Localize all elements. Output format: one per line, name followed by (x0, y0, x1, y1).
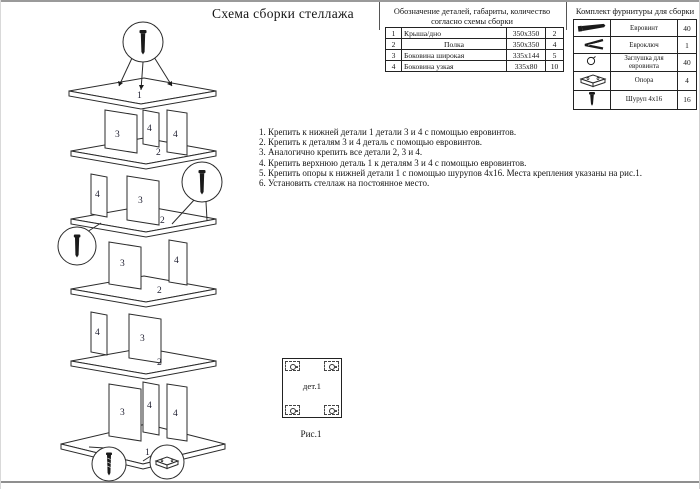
instruction-step: 1. Крепить к нижней детали 1 детали 3 и 4 с помощью евровинтов. (259, 127, 517, 137)
screw-dot-icon (296, 366, 298, 368)
corner-mount-pad (285, 361, 300, 371)
instruction-step: 4. Крепить верхнюю деталь 1 к деталям 3 и 4 с помощью евровинтов. (259, 157, 527, 168)
part-label: 4 (174, 256, 179, 266)
screw-dot-icon (335, 410, 337, 412)
part-label: 4 (147, 124, 152, 134)
hardware-table-block (571, 7, 699, 110)
parts-table (385, 27, 564, 72)
hex-key-icon (574, 37, 611, 54)
part-label: 3 (115, 130, 120, 140)
hardware-qty: 1 (678, 37, 697, 54)
instruction-step: 3. Аналогично крепить все детали 2, 3 и 4. (259, 147, 423, 158)
screw-dot-icon (335, 366, 337, 368)
table-row (574, 54, 697, 71)
part-qty: 4 (546, 39, 564, 50)
wood-screw-icon (106, 453, 112, 456)
figure1-panel-plan (282, 358, 342, 418)
hardware-qty: 40 (678, 54, 697, 71)
wood-screw-icon (574, 90, 611, 109)
confirmat-screw-icon (74, 235, 81, 238)
hardware-name: Шуруп 4x16 (611, 90, 678, 109)
shelf (71, 276, 216, 307)
part-name: Крыша/дно (402, 28, 507, 39)
header-divider-right (566, 2, 567, 30)
table-row (574, 71, 697, 90)
part-label: 4 (147, 401, 152, 411)
page-title: Схема сборки стеллажа (212, 6, 354, 21)
part-number: 1 (386, 28, 402, 39)
hardware-name: Евровинт (611, 20, 678, 37)
hardware-qty: 4 (678, 71, 697, 90)
confirmat-callout-left (58, 223, 101, 265)
corner-mount-pad (324, 361, 339, 371)
figure1-caption: Рис.1 (300, 429, 322, 439)
part-name: Боковина узкая (402, 61, 507, 72)
part-size: 350x350 (507, 39, 546, 50)
table-row (574, 20, 697, 37)
part-size: 350x350 (507, 28, 546, 39)
instruction-step: 2. Крепить к деталям 3 и 4 деталь с помощью евровинтов. (259, 137, 482, 148)
table-row (386, 61, 564, 72)
hardware-qty: 40 (678, 20, 697, 37)
confirmat-screw-icon (574, 20, 611, 37)
hardware-name: Заглушка для евровинта (611, 54, 678, 71)
instruction-step: 5. Крепить опоры к нижней детали 1 с помощью шурупов 4x16. Места крепления указаны на рис.1. (259, 167, 642, 178)
table-row (386, 28, 564, 39)
part-qty: 5 (546, 50, 564, 61)
confirmat-screw-icon (199, 170, 206, 173)
hardware-name: Опора (611, 71, 678, 90)
instruction-step: 6. Установить стеллаж на постоянное место. (259, 178, 430, 189)
part-label: 3 (120, 259, 125, 269)
parts-table-caption-line1: Обозначение деталей, габариты, количество (393, 7, 551, 16)
part-label: 2 (157, 286, 162, 296)
part-label: 2 (157, 358, 162, 368)
corner-mount-pad (285, 405, 300, 415)
table-row (574, 90, 697, 109)
confirmat-screw-icon (140, 30, 147, 33)
hardware-table (573, 19, 697, 110)
part-label: 4 (95, 328, 100, 338)
assembly-instructions (259, 127, 659, 188)
part-label: 2 (156, 148, 161, 158)
part-name: Полка (402, 39, 507, 50)
part-size: 335x80 (507, 61, 546, 72)
part-qty: 2 (546, 28, 564, 39)
parts-table-caption-line2: согласно схемы сборки (431, 16, 513, 26)
part-number: 2 (386, 39, 402, 50)
tier5-side-panels (109, 382, 187, 441)
part-name: Боковина широкая (402, 50, 507, 61)
corner-mount-pad (324, 405, 339, 415)
hardware-table-caption: Комплект фурнитуры для сборки (575, 7, 695, 16)
part-number: 4 (386, 61, 402, 72)
euroscrew-cap-icon (574, 54, 611, 71)
part-label: 1 (145, 448, 150, 458)
part-label: 4 (173, 130, 178, 140)
table-row (386, 39, 564, 50)
figure1-part-label: дет.1 (302, 381, 322, 391)
part-number: 3 (386, 50, 402, 61)
table-row (574, 37, 697, 54)
part-label: 3 (140, 334, 145, 344)
top-panel (69, 78, 216, 109)
screw-dot-icon (296, 410, 298, 412)
hardware-qty: 16 (678, 90, 697, 109)
part-size: 335x144 (507, 50, 546, 61)
part-label: 1 (137, 91, 142, 101)
part-label: 3 (120, 408, 125, 418)
hardware-name: Евроключ (611, 37, 678, 54)
part-label: 2 (160, 216, 165, 226)
support-foot-icon (574, 71, 611, 90)
part-label: 4 (173, 409, 178, 419)
part-label: 4 (95, 190, 100, 200)
shelving-tower-drawing (1, 0, 241, 489)
part-qty: 10 (546, 61, 564, 72)
table-row (386, 50, 564, 61)
part-label: 3 (138, 196, 143, 206)
parts-table-block (385, 7, 559, 72)
